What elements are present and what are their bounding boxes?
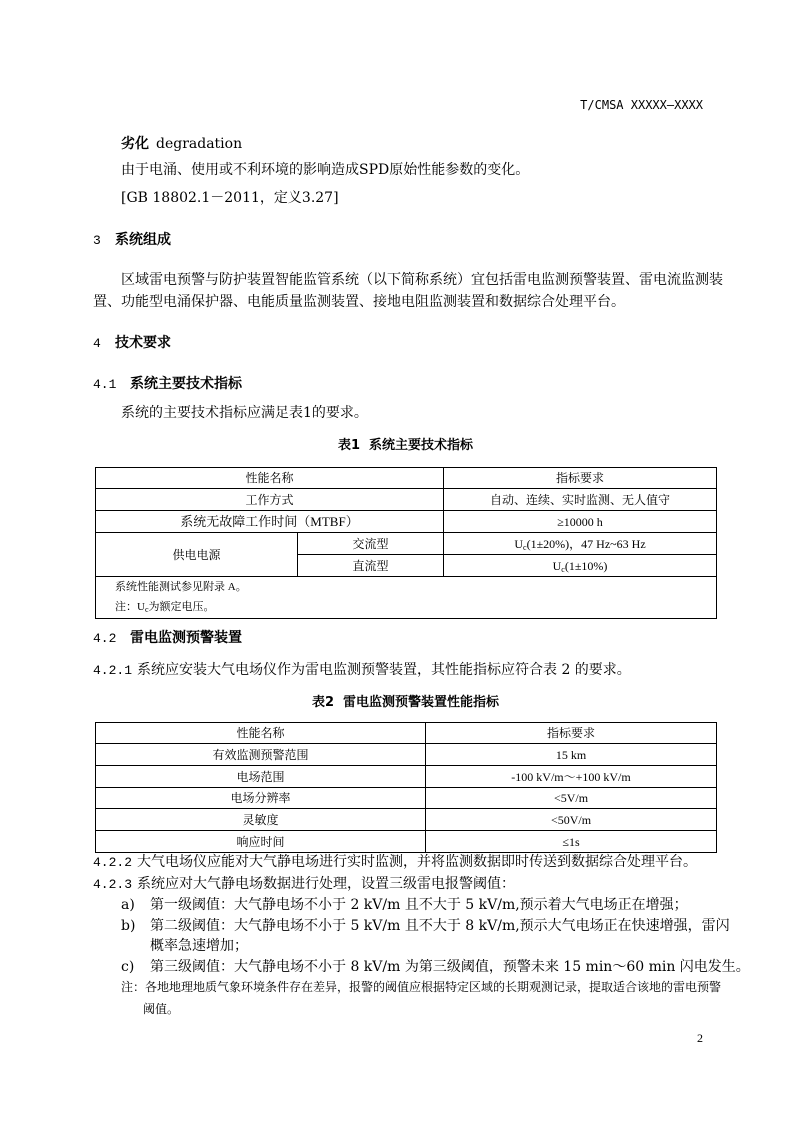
section-number: 3 [93,233,101,248]
header-cell-name: 性能名称 [96,468,444,489]
list-item-a [121,895,688,915]
name-cell: 灵敏度 [96,809,426,831]
header-cell-name: 性能名称 [96,723,426,744]
term-name-en: degradation [156,136,243,152]
clause-text: 系统应安装大气电场仪作为雷电监测预警装置，其性能指标应符合表 2 的要求。 [137,662,631,678]
name-cell: 工作方式 [96,489,444,511]
note-text: 为额定电压。 [148,601,215,613]
section-number: 4.1 [93,377,117,392]
list-item-c [121,957,750,977]
table-note-row [96,577,717,619]
clause-note [121,977,722,997]
section-4-heading [93,333,171,354]
section-title: 技术要求 [115,335,171,351]
supply-value: (1±20%)，47 Hz~63 Hz [526,536,646,551]
voltage-subscript: c [144,605,149,614]
table-row [96,533,717,555]
table-row [96,831,717,853]
term-definition: 由于电涌、使用或不利环境的影响造成SPD原始性能参数的变化。 [121,162,530,178]
section-title: 雷电监测预警装置 [130,630,242,646]
section-number: 4.2 [93,631,117,646]
table-header-row [96,723,717,744]
list-item-b-label: b) [121,918,136,934]
voltage-subscript: c [523,542,527,552]
table-note-cell [96,577,717,619]
term-source: [GB 18802.1－2011，定义3.27] [121,190,339,206]
table-row [96,489,717,511]
table-note-line [115,597,716,617]
note-label: 注： [121,980,146,994]
value-cell: <50V/m [426,809,717,831]
voltage-symbol: U [514,536,524,551]
table-2 [95,722,717,853]
table-row [96,766,717,788]
supply-value: (1±10%) [564,558,608,573]
voltage-symbol: U [552,558,562,573]
name-cell: 电场范围 [96,766,426,788]
clause-4-2-2 [93,852,697,873]
list-item-text: 概率急速增加； [150,938,248,954]
table-1-caption: 表1 系统主要技术指标 [337,438,474,453]
clause-text: 大气电场仪应能对大气静电场进行实时监测，并将监测数据即时传送到数据综合处理平台。 [137,854,697,870]
header-cell-requirement: 指标要求 [426,723,717,744]
table-header-row [96,468,717,489]
section-3-paragraph-line: 置、功能型电涌保护器、电能质量监测装置、接地电阻监测装置和数据综合处理平台。 [93,294,625,310]
value-cell: -100 kV/m～+100 kV/m [426,766,717,788]
term-name-zh: 劣化 [121,136,149,152]
name-cell: 电场分辨率 [96,788,426,809]
table-row [96,788,717,809]
table-row [96,511,717,533]
section-4-2-heading [93,628,242,649]
voltage-symbol: U [137,601,145,613]
clause-number: 4.2.2 [93,855,133,870]
voltage-subscript: c [561,564,565,574]
note-prefix: 注： [115,601,137,613]
table-row [96,809,717,831]
header-cell-requirement: 指标要求 [444,468,717,489]
name-cell: 有效监测预警范围 [96,744,426,766]
clause-number: 4.2.1 [93,663,133,678]
section-4-1-text: 系统的主要技术指标应满足表1的要求。 [121,405,368,421]
clause-text: 系统应对大气静电场数据进行处理，设置三级雷电报警阈值： [137,876,515,892]
list-item-label: a) [121,897,135,913]
note-text: 各地地理地质气象环境条件存在差异，报警的阈值应根据特定区域的长期观测记录，提取适合该地的雷电预警 [145,980,722,994]
supply-value-cell [444,555,717,577]
table-1 [95,467,717,619]
supply-type-cell: 交流型 [298,533,444,555]
clause-4-2-3 [93,874,515,895]
section-3-heading [93,230,171,251]
section-4-1-heading [93,374,242,395]
standard-code-header: T/CMSA XXXXX—XXXX [580,98,703,112]
power-supply-cell: 供电电源 [96,533,298,577]
value-cell: ≤1s [426,831,717,853]
value-cell: ≥10000 h [444,511,717,533]
name-cell: 响应时间 [96,831,426,853]
name-cell: 系统无故障工作时间（MTBF） [96,511,444,533]
note-text-continuation: 阈值。 [143,1002,180,1016]
table-row [96,744,717,766]
list-item-text: 第三级阈值：大气静电场不小于 8 kV/m 为第三级阈值，预警未来 15 min～60 min 闪电发生。 [150,959,750,975]
section-3-paragraph-line: 区域雷电预警与防护装置智能监管系统（以下简称系统）宜包括雷电监测预警装置、雷电流监测装 [121,272,723,288]
value-cell: 自动、连续、实时监测、无人值守 [444,489,717,511]
table-note-line: 系统性能测试参见附录 A。 [115,581,247,593]
section-title: 系统组成 [115,232,171,248]
value-cell: 15 km [426,744,717,766]
list-item-text: 第二级阈值：大气静电场不小于 5 kV/m 且不大于 8 kV/m,预示大气电场正在快速增强，雷闪 [150,918,730,934]
value-cell: <5V/m [426,788,717,809]
section-number: 4 [93,336,101,351]
list-item-text: 第一级阈值：大气静电场不小于 2 kV/m 且不大于 5 kV/m,预示着大气电场正在增强； [150,897,688,913]
table-2-caption: 表2 雷电监测预警装置性能指标 [311,695,500,710]
page-number: 2 [697,1031,703,1045]
clause-number: 4.2.3 [93,877,133,892]
clause-4-2-1 [93,660,631,681]
term-entry [121,134,242,154]
section-title: 系统主要技术指标 [130,376,242,392]
supply-value-cell [444,533,717,555]
list-item-label: c) [121,959,135,975]
supply-type-cell: 直流型 [298,555,444,577]
